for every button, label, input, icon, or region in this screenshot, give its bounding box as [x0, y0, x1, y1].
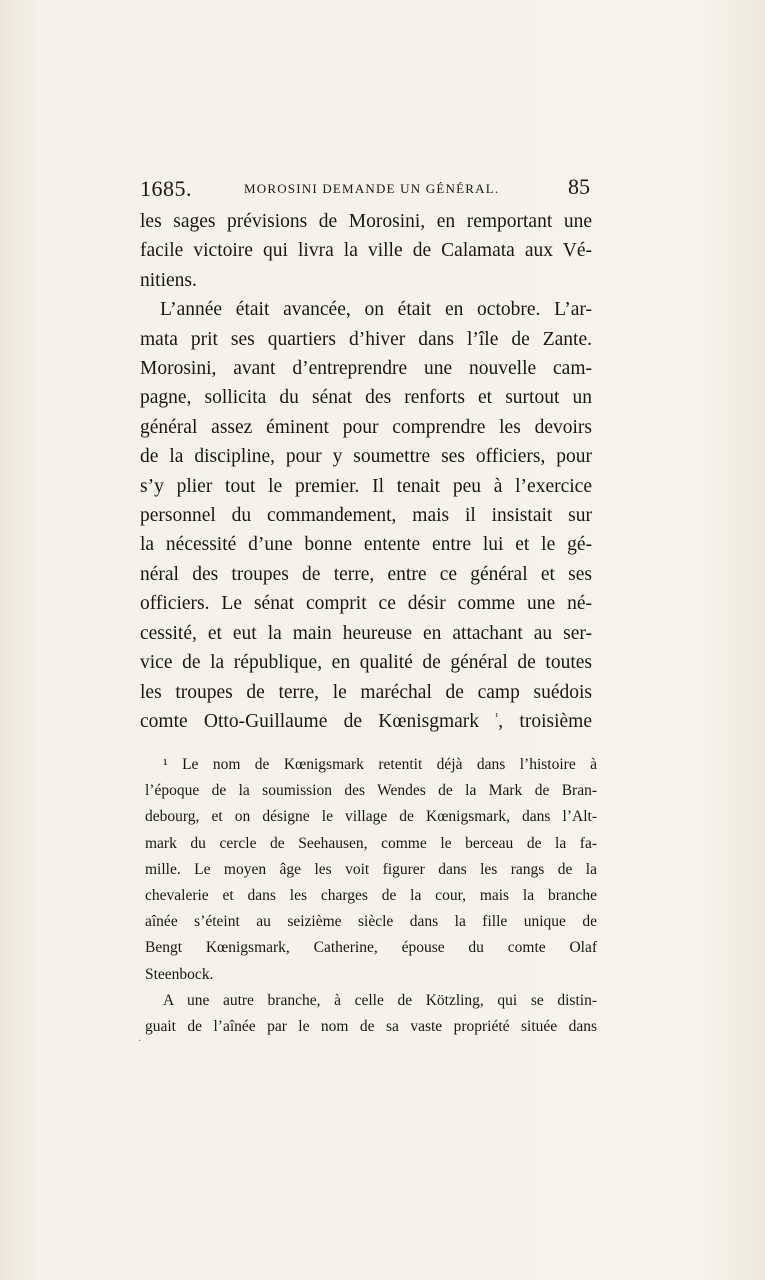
footnote-line: chevalerie et dans les charges de la cour, mais la branche	[145, 887, 597, 905]
footnote-line: guait de l’aînée par le nom de sa vaste propriété située dans	[145, 1018, 597, 1036]
footnote-line: debourg, et on désigne le village de Kœnigsmark, dans l’Alt-	[145, 808, 597, 826]
footnote-line: Steenbock.	[145, 965, 214, 983]
text-line: nitiens.	[140, 269, 197, 291]
text-line: néral des troupes de terre, entre ce général et ses	[140, 563, 592, 585]
footnote	[145, 752, 597, 1040]
text-line-with-note-ref	[140, 707, 592, 736]
header-year: 1685.	[140, 176, 192, 201]
footnote-reference: ¹	[495, 711, 499, 723]
footnote-line: Bengt Kœnigsmark, Catherine, épouse du comte Olaf	[145, 939, 597, 957]
footnote-line: mille. Le moyen âge les voit figurer dans les rangs de la	[145, 860, 597, 878]
page-number: 85	[568, 174, 590, 199]
text-line: L’année était avancée, on était en octobre. L’ar-	[160, 299, 592, 321]
text-line: facile victoire qui livra la ville de Calamata aux Vé-	[140, 240, 592, 262]
text-line: mata prit ses quartiers d’hiver dans l’île de Zante.	[140, 328, 592, 350]
text-line: personnel du commandement, mais il insistait sur	[140, 505, 592, 527]
text-line: Morosini, avant d’entreprendre une nouvelle cam-	[140, 358, 592, 380]
text-line: officiers. Le sénat comprit ce désir comme une né-	[140, 593, 592, 615]
text-line: général assez éminent pour comprendre les devoirs	[140, 416, 592, 438]
text-line: les troupes de terre, le maréchal de camp suédois	[140, 681, 592, 703]
running-header	[140, 172, 592, 204]
text-fragment: comte Otto-Guillaume de Kœnisgmark	[140, 710, 480, 732]
text-fragment: , troisième	[498, 710, 592, 732]
text-line: de la discipline, pour y soumettre ses officiers, pour	[140, 446, 592, 468]
stray-mark: ·	[138, 1036, 142, 1047]
running-title: MOROSINI DEMANDE UN GÉNÉRAL.	[244, 181, 500, 196]
text-line: la nécessité d’une bonne entente entre lui et le gé-	[140, 534, 592, 556]
text-line: s’y plier tout le premier. Il tenait peu à l’exercice	[140, 475, 592, 497]
footnote-line: ¹ Le nom de Kœnigsmark retentit déjà dans l’histoire à	[163, 756, 597, 773]
text-line: les sages prévisions de Morosini, en remportant une	[140, 211, 592, 232]
footnote-line: mark du cercle de Seehausen, comme le berceau de la fa-	[145, 834, 597, 852]
footnote-line: l’époque de la soumission des Wendes de la Mark de Bran-	[145, 782, 597, 800]
footnote-line: A une autre branche, à celle de Kötzling, qui se distin-	[163, 991, 597, 1009]
text-line: pagne, sollicita du sénat des renforts et surtout un	[140, 387, 592, 409]
footnote-line: aînée s’éteint au seizième siècle dans la fille unique de	[145, 913, 597, 931]
text-line: vice de la république, en qualité de général de toutes	[140, 652, 592, 674]
main-text	[140, 207, 592, 736]
text-line: cessité, et eut la main heureuse en attachant au ser-	[140, 622, 592, 644]
